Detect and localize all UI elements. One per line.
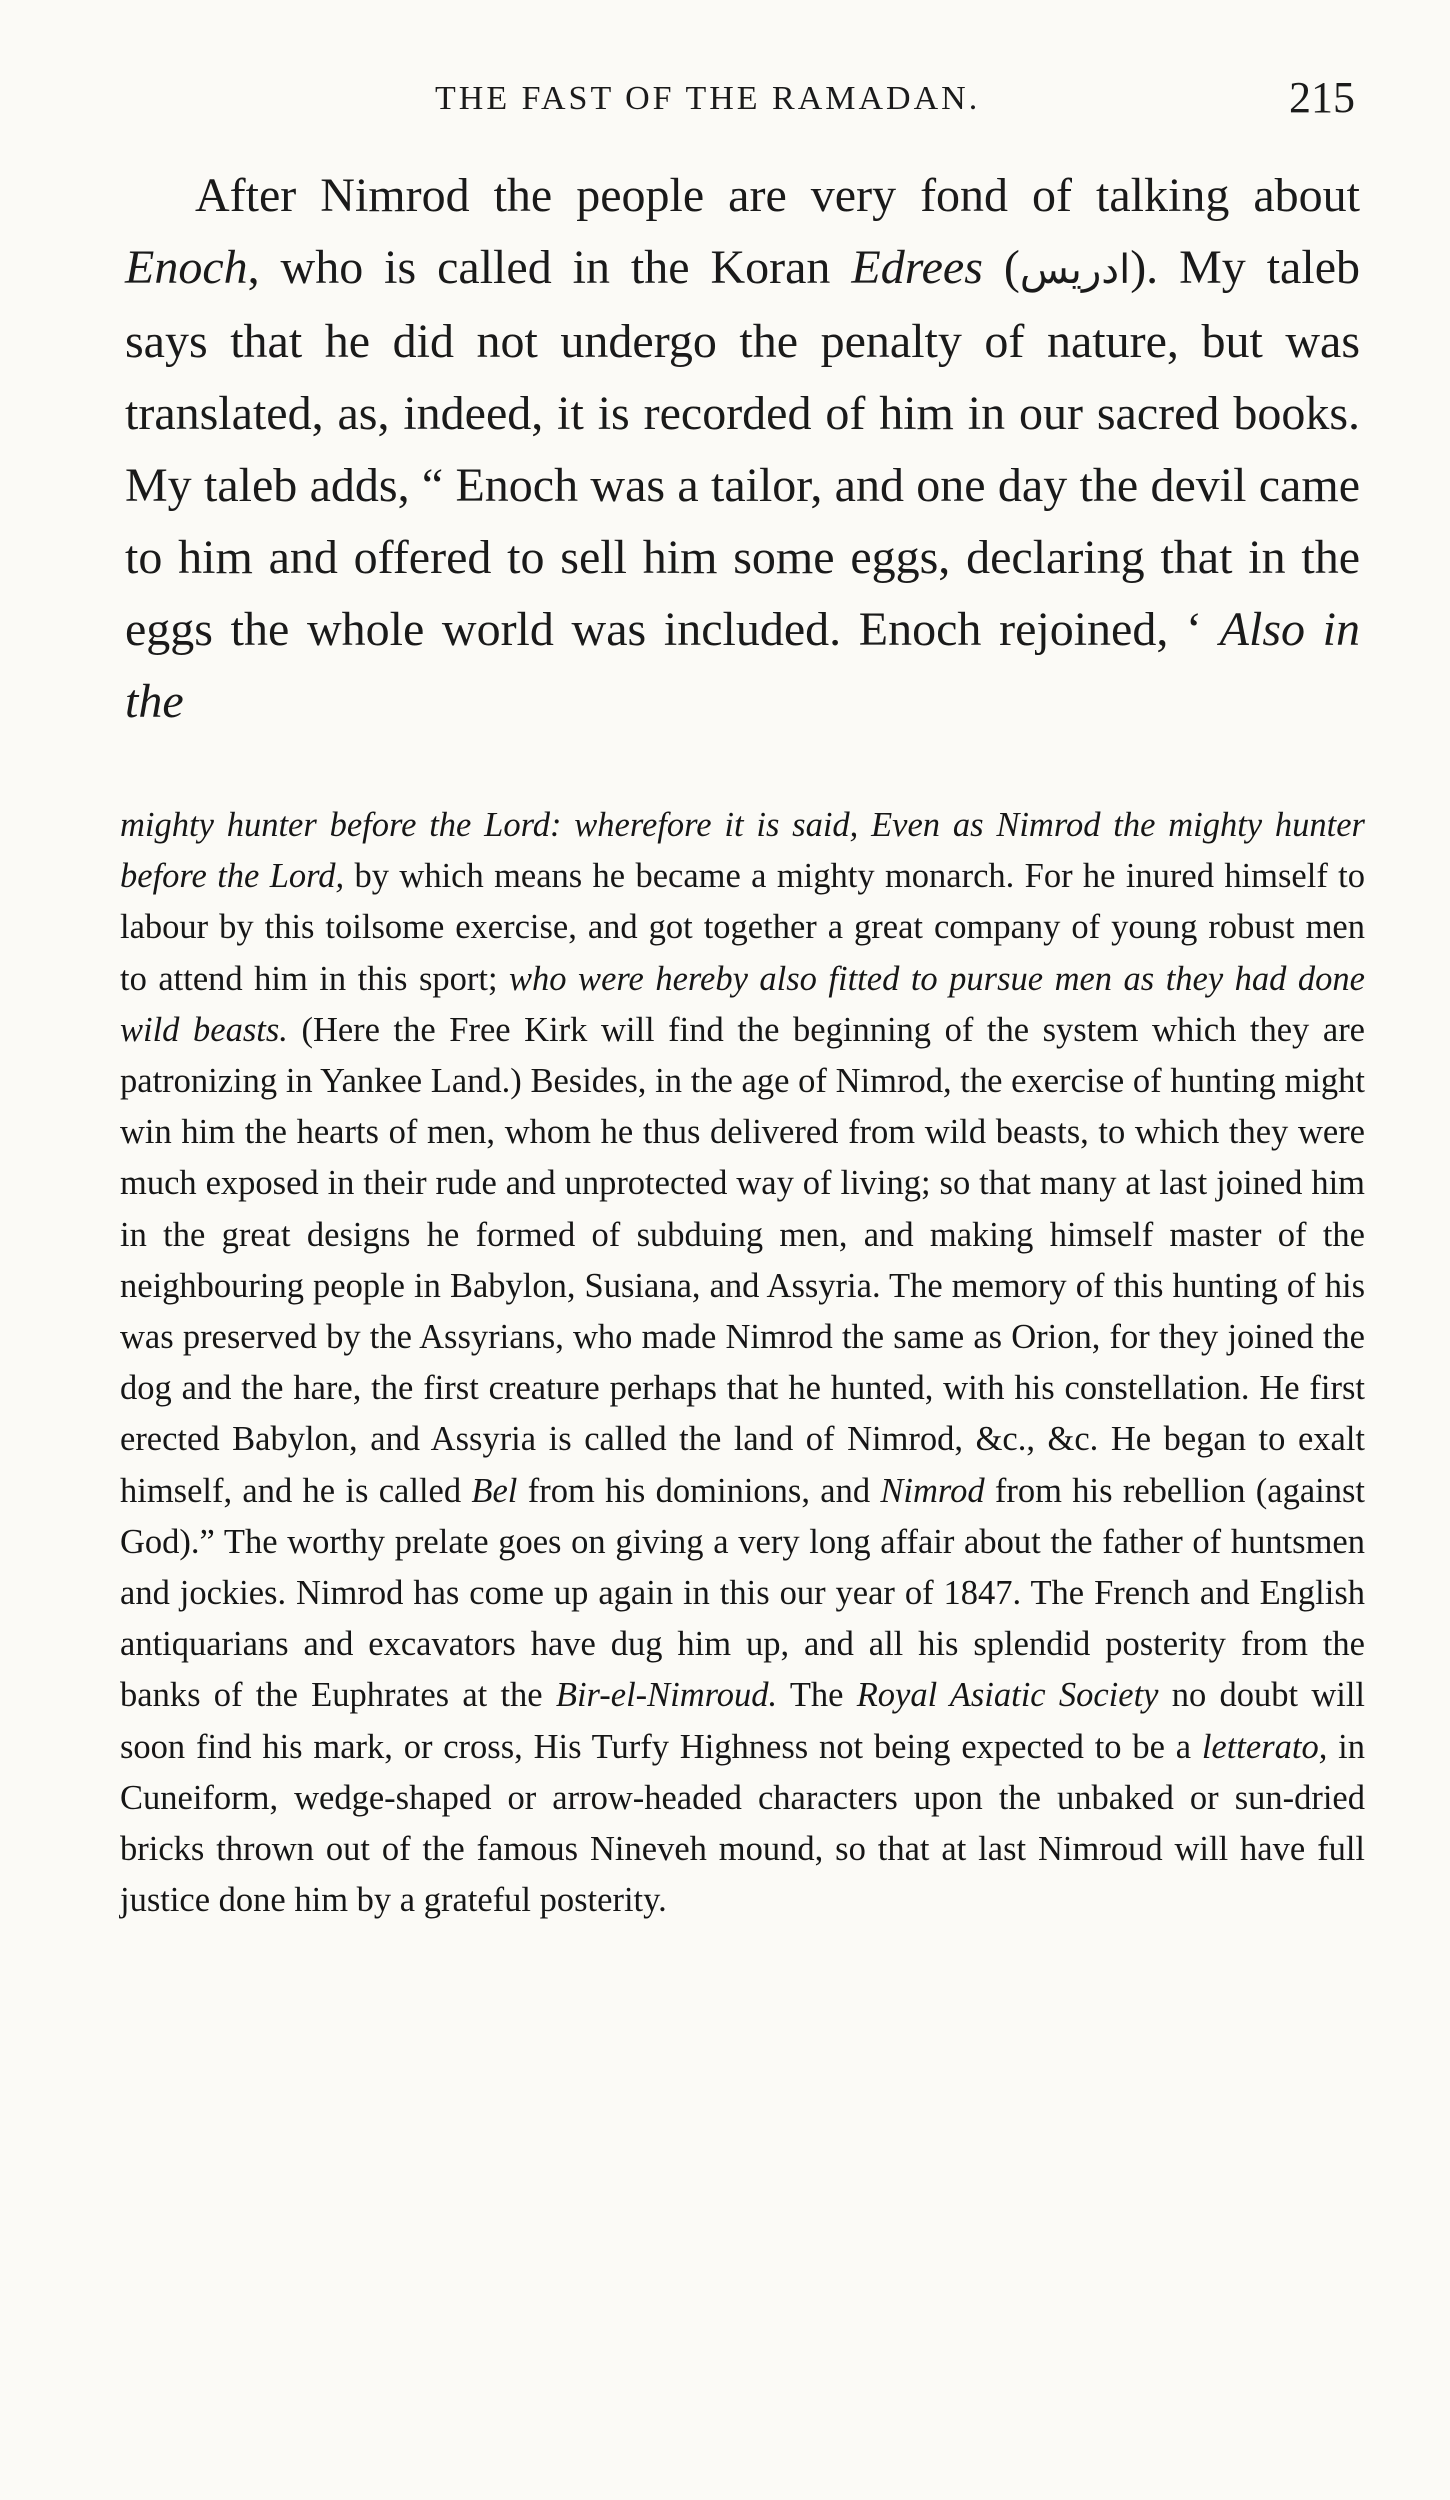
main-text-segment: , who is called in the Koran [247,241,852,294]
page-number: 215 [1289,73,1355,122]
main-text-segment: ). My taleb says that he did not undergo the penalty of nature, but was translated, as, indeed, it is recorded of him in our sacred books. My taleb adds, “ Enoch was a tailor, and one day the devil came to him and offered to sell him some eggs, declaring that in the eggs the whole world was included. Enoch rejoined, ‘ [125,241,1361,656]
footnote-text-segment: from his dominions, and [517,1471,881,1510]
footnote-text-segment: no doubt will soon find his mark, or cross, His Turfy Highness not being expected to be a [120,1676,1365,1766]
footnote-text-segment: from his rebellion (against God).” The worthy prelate goes on giving a very long affair about the father of huntsmen and jockies. Nimrod has come up again in this our year of 1847. The French and English antiquarians and excavators have dug him up, and all his splendid posterity from the banks of the Euphrates at the [120,1471,1365,1715]
nimrod-italic: Nimrod [880,1471,985,1510]
footnote-text-segment: by which means he became a mighty monarch. For he inured himself to labour by this toilsome exercise, and got together a great company of young robust men to attend him in this sport; [120,857,1366,998]
arabic-word: ادريس [1019,247,1131,293]
letterato-italic: letterato, [1201,1727,1328,1766]
main-paragraph [125,160,1360,738]
edrees-italic: Edrees [851,241,983,294]
footnote-text-segment: in Cuneiform, wedge-shaped or arrow-headed characters upon the unbaked or sun-dried bricks thrown out of the famous Nineveh mound, so that at last Nimroud will have full justice done him by a grateful posterity. [120,1727,1365,1920]
main-text-segment: After Nimrod the people are very fond of talking about [195,169,1360,222]
bir-el-nimroud-italic: Bir-el-Nimroud. [555,1676,778,1715]
running-title: THE FAST OF THE RAMADAN. [435,80,981,117]
footnote-italic: who were hereby also fitted to pursue men as they had done wild beasts. [120,959,1365,1049]
royal-asiatic-society-italic: Royal Asiatic Society [856,1676,1159,1715]
footnote-italic: mighty hunter before the Lord: wherefore it is said, Even as Nimrod the mighty hunter before the Lord, [120,806,1365,896]
footnote-text-segment: (Here the Free Kirk will find the beginning of the system which they are patronizing in Yankee Land.) Besides, in the age of Nimrod, the exercise of hunting might win him the hearts of men, whom he thus delivered from wild beasts, to which they were much exposed in their rude and unprotected way of living; so that many at last joined him in the great designs he formed of subduing men, and making himself master of the neighbouring people in Babylon, Susiana, and Assyria. The memory of this hunting of his was preserved by the Assyrians, who made Nimrod the same as Orion, for they joined the dog and the hare, the first creature perhaps that he hunted, with his constellation. He first erected Babylon, and Assyria is called the land of Nimrod, &c., &c. He began to exalt himself, and he is called [120,1010,1365,1510]
running-header [125,70,1365,130]
footnote-text-segment: The [777,1676,857,1715]
enoch-italic: Enoch [125,241,248,294]
main-text-segment: ( [982,241,1020,294]
bel-italic: Bel [471,1471,518,1510]
footnote [120,800,1365,1926]
also-in-the-italic: Also in the [125,603,1361,728]
